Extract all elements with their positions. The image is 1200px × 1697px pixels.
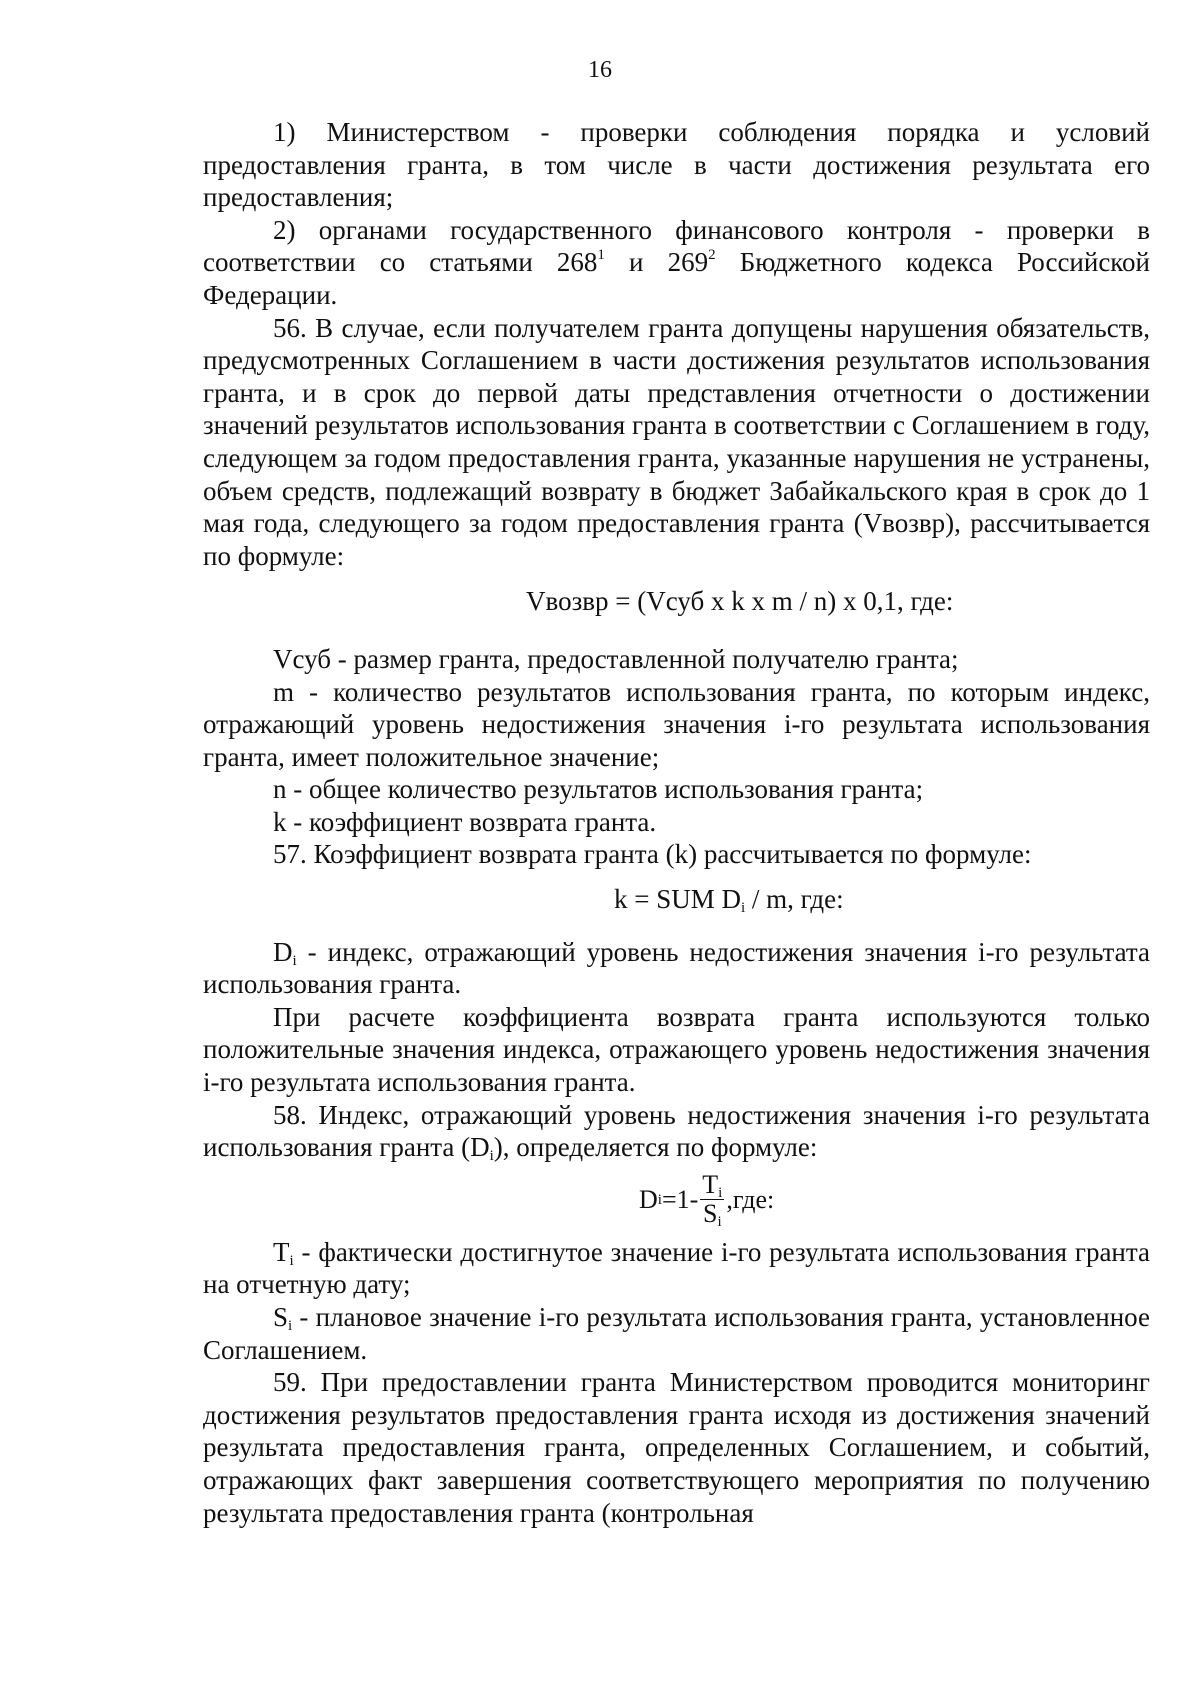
definition-di-text: - индекс, отражающий уровень недостижения значения i-го результата использования гранта. bbox=[203, 936, 1150, 1000]
formula-di bbox=[203, 1166, 1150, 1234]
formula-k-text-a: k = SUM D bbox=[614, 884, 741, 915]
definition-ti-text: - фактически достигнутое значение i-го результата использования гранта на отчетную дату; bbox=[203, 1236, 1150, 1300]
definition-k: k - коэффициент возврата гранта. bbox=[273, 806, 657, 837]
definition-si-subscript: i bbox=[288, 1318, 293, 1334]
definition-si bbox=[203, 1301, 1150, 1366]
formula-k bbox=[203, 883, 1150, 916]
formula-di-lhs: D bbox=[639, 1184, 658, 1214]
formula-k-text-b: / m, где: bbox=[745, 884, 844, 915]
definition-ti-subscript: i bbox=[289, 1252, 294, 1269]
paragraph-2-text-c: Бюджетного кодекса Российской Федерации. bbox=[203, 247, 1151, 310]
paragraph-calculation-note: При расчете коэффициента возврата гранта используются только положительные значения индекса, отражающего уровень недостижения значения i-го результата использования гранта. bbox=[203, 1001, 1150, 1098]
paragraph-57: 57. Коэффициент возврата гранта (k) рассчитывается по формуле: bbox=[273, 839, 1032, 870]
denominator-symbol: S bbox=[702, 1199, 718, 1229]
paragraph-56: 56. В случае, если получателем гранта допущены нарушения обязательств, предусмотренных Соглашением в части достижения результатов использования гранта, и в срок до первой даты представления отчетности о достижении значений результатов использования гранта в соответствии с Соглашением в году, следующем за годом предоставления гранта, указанные нарушения не устранены, объем средств, подлежащий возврату в бюджет Забайкальского края в срок до 1 мая года, следующего за годом предоставления гранта (Vвозвр), рассчитывается по формуле: bbox=[203, 312, 1150, 571]
definition-vsub: Vсуб - размер гранта, предоставленной получателю гранта; bbox=[273, 643, 959, 674]
numerator-symbol: T bbox=[702, 1170, 719, 1200]
paragraph-58-subscript: i bbox=[489, 1148, 494, 1165]
denominator-subscript: i bbox=[717, 1214, 722, 1231]
paragraph-2-text-a: 2) органами государственного финансового контроля - проверки в соответствии со статьями 268 bbox=[203, 214, 1150, 278]
formula-di-tail: ,где: bbox=[726, 1184, 775, 1214]
formula-di-fraction bbox=[700, 1170, 724, 1231]
formula-k-subscript: i bbox=[741, 900, 746, 917]
formula-vvozvr: Vвозвр = (Vсуб x k x m / n) x 0,1, где: bbox=[526, 586, 954, 617]
definition-ti-symbol: T bbox=[273, 1236, 290, 1267]
paragraph-58-text-a: 58. Индекс, отражающий уровень недостижения значения i-го результата использования гранта (D bbox=[203, 1099, 1150, 1163]
definition-si-text: - плановое значение i-го результата использования гранта, установленное Соглашением. bbox=[203, 1302, 1150, 1365]
paragraph-1: 1) Министерством - проверки соблюдения порядка и условий предоставления гранта, в том числе в части достижения результата его предоставления; bbox=[203, 117, 1150, 213]
numerator-subscript: i bbox=[718, 1185, 723, 1202]
paragraph-58 bbox=[203, 1099, 1150, 1164]
document-body bbox=[203, 116, 1150, 1529]
superscript-2: 2 bbox=[708, 247, 716, 264]
definition-di-subscript: i bbox=[292, 952, 297, 969]
definition-n: n - общее количество результатов использования гранта; bbox=[273, 774, 924, 805]
definition-si-symbol: S bbox=[273, 1302, 289, 1332]
definition-ti bbox=[203, 1236, 1150, 1301]
paragraph-59: 59. При предоставлении гранта Министерством проводится мониторинг достижения результатов предоставления гранта исходя из достижения значений результата предоставления гранта, определенных Соглашением, и событий, отражающих факт завершения соответствующего мероприятия по получению результата предоставления гранта (контрольная bbox=[203, 1367, 1150, 1528]
definition-m: m - количество результатов использования гранта, по которым индекс, отражающий уровень недостижения значения i-го результата использования гранта, имеет положительное значение; bbox=[203, 676, 1150, 772]
formula-di-equals: =1- bbox=[661, 1184, 699, 1214]
paragraph-2 bbox=[203, 214, 1150, 312]
paragraph-2-text-b: и 269 bbox=[604, 247, 709, 278]
definition-di-symbol: D bbox=[273, 936, 293, 967]
fraction-numerator bbox=[700, 1171, 724, 1200]
formula-di-row: D i =1- $\frac{T_i}{S_i}$ ,где: bbox=[639, 1170, 775, 1231]
superscript-1: 1 bbox=[597, 247, 605, 264]
definition-di bbox=[203, 936, 1150, 1001]
page-number: 16 bbox=[588, 57, 612, 83]
fraction-denominator bbox=[701, 1199, 724, 1231]
paragraph-58-text-b: ), определяется по формуле: bbox=[493, 1132, 818, 1163]
